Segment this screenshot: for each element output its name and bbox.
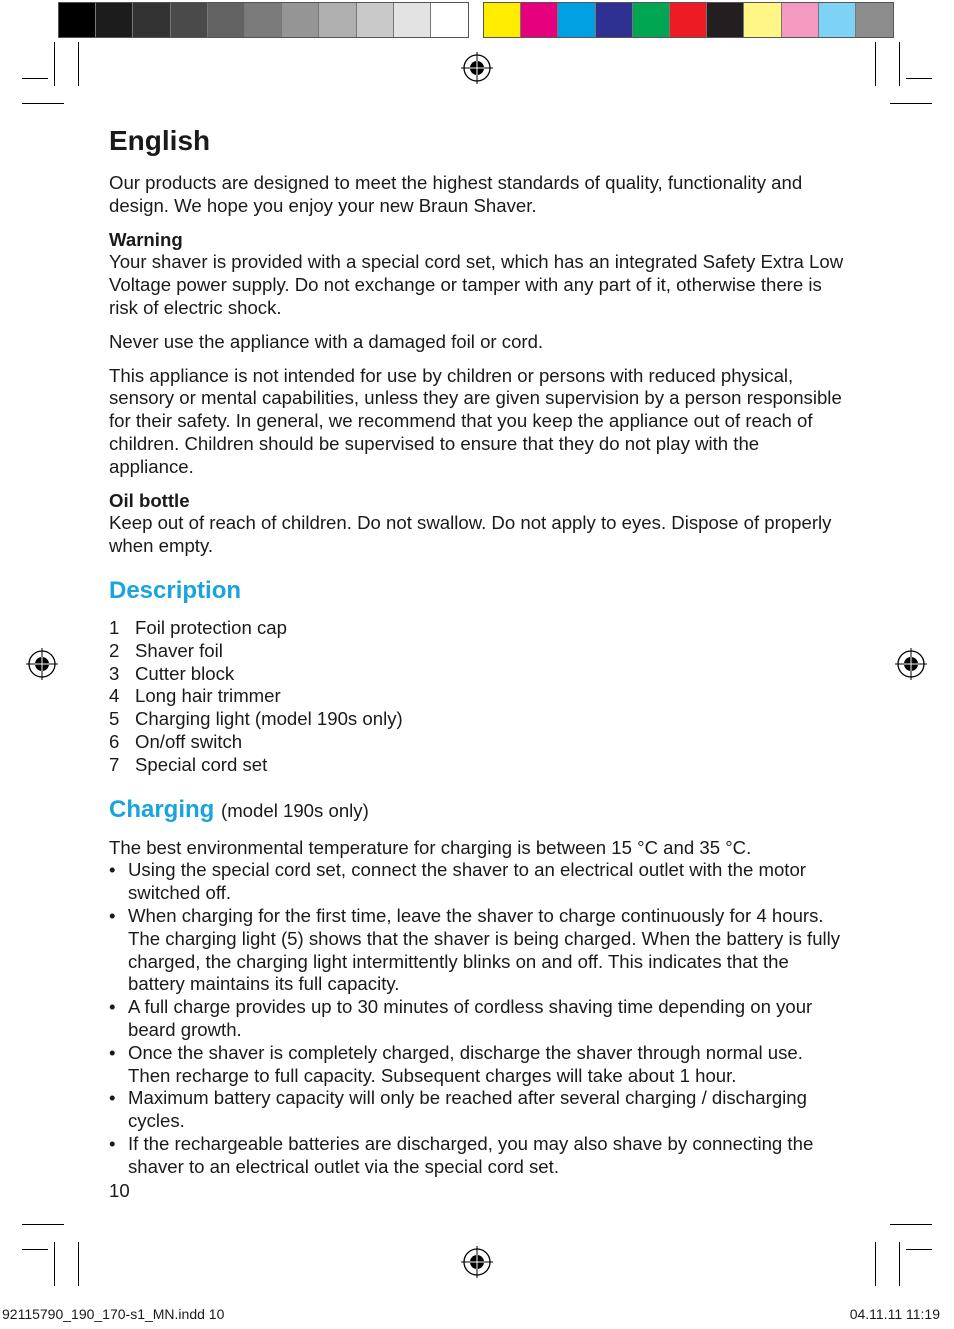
color-swatch [133, 3, 170, 37]
charging-heading [109, 795, 844, 826]
crop-mark [22, 1249, 48, 1250]
list-item [109, 731, 844, 754]
bullet-icon: • [109, 1041, 116, 1063]
list-item [109, 708, 844, 731]
list-item-label: On/off switch [135, 730, 243, 752]
color-swatch [521, 3, 558, 37]
children-paragraph: This appliance is not intended for use by children or persons with reduced physical, sensory or mental capabilities, unless they are given supervision by a person responsible for their safety. In general, we recommend that you keep the appliance out of reach of children. Children should be supervised to ensure that they do not play with the appliance. [109, 364, 842, 477]
list-item-number: 5 [109, 708, 120, 730]
charging-bullet-list [109, 859, 844, 1178]
bullet-icon: • [109, 904, 116, 926]
damaged-foil-paragraph: Never use the appliance with a damaged foil or cord. [109, 330, 544, 352]
list-item [109, 1133, 844, 1179]
bullet-icon: • [109, 859, 116, 881]
description-list [109, 617, 844, 777]
color-swatch [633, 3, 670, 37]
crop-mark [875, 1242, 876, 1286]
crop-mark [54, 42, 55, 86]
crop-mark [78, 42, 79, 86]
slug-filename: 92115790_190_170-s1_MN.indd 10 [2, 1306, 225, 1322]
color-swatch [431, 3, 468, 37]
list-item [109, 617, 844, 640]
list-item-label: Foil protection cap [135, 616, 287, 638]
color-swatch [819, 3, 856, 37]
list-item-label: Shaver foil [135, 639, 223, 661]
color-swatch [357, 3, 394, 37]
bullet-text: If the rechargeable batteries are discharged, you may also shave by connecting the shaver to an electrical outlet via the special cord set. [128, 1132, 814, 1177]
registration-mark-icon [461, 1246, 493, 1278]
list-item [109, 1087, 844, 1133]
list-item [109, 1042, 844, 1088]
crop-mark [22, 1224, 64, 1225]
warning-section [109, 229, 844, 320]
crop-mark [22, 78, 48, 79]
list-item-number: 3 [109, 662, 120, 684]
bullet-icon: • [109, 1087, 116, 1109]
color-swatch [596, 3, 633, 37]
bullet-text: When charging for the first time, leave the shaver to charge continuously for 4 hours. The charging light (5) shows that the shaver is being charged. When the battery is fully charged, the charging light intermittently blinks on and off. This indicates that the battery maintains its full capacity. [128, 904, 841, 995]
color-swatch [744, 3, 781, 37]
page-number: 10 [109, 1180, 130, 1201]
oil-bottle-heading: Oil bottle [109, 489, 190, 511]
color-swatch [670, 3, 707, 37]
color-swatch [282, 3, 319, 37]
color-swatch [856, 3, 893, 37]
grayscale-color-bar [58, 2, 469, 38]
color-swatch [394, 3, 431, 37]
crop-mark [875, 42, 876, 86]
crop-mark [899, 42, 900, 86]
list-item-number: 1 [109, 616, 120, 638]
crop-mark [54, 1242, 55, 1286]
crop-mark [906, 78, 932, 79]
charging-intro: The best environmental temperature for charging is between 15 °C and 35 °C. [109, 836, 752, 858]
crop-mark [78, 1242, 79, 1286]
list-item [109, 640, 844, 663]
color-swatch [558, 3, 595, 37]
process-color-bar [483, 2, 894, 38]
list-item-number: 4 [109, 685, 120, 707]
crop-mark [890, 1224, 932, 1225]
charging-model-note: (model 190s only) [221, 799, 369, 821]
bullet-text: A full charge provides up to 30 minutes of cordless shaving time depending on your beard growth. [128, 996, 813, 1040]
warning-text: Your shaver is provided with a special cord set, which has an integrated Safety Extra Low Voltage power supply. Do not exchange or tamper with any part of it, otherwise there is risk of electric shock. [109, 251, 844, 318]
slug-timestamp: 04.11.11 11:19 [849, 1306, 940, 1322]
list-item [109, 905, 844, 996]
bullet-icon: • [109, 996, 116, 1018]
color-swatch [171, 3, 208, 37]
warning-heading: Warning [109, 228, 183, 250]
list-item [109, 996, 844, 1042]
list-item-number: 7 [109, 753, 120, 775]
charging-title: Charging [109, 795, 215, 823]
list-item [109, 685, 844, 708]
list-item-number: 6 [109, 730, 120, 752]
list-item-number: 2 [109, 639, 120, 661]
bullet-text: Using the special cord set, connect the shaver to an electrical outlet with the motor switched off. [128, 859, 806, 904]
color-swatch [96, 3, 133, 37]
crop-mark [890, 103, 932, 104]
list-item [109, 754, 844, 777]
list-item-label: Charging light (model 190s only) [135, 708, 403, 730]
list-item-label: Special cord set [135, 753, 268, 775]
color-swatch [782, 3, 819, 37]
crop-mark [899, 1242, 900, 1286]
description-heading: Description [109, 576, 242, 604]
color-swatch [245, 3, 282, 37]
list-item-label: Cutter block [135, 662, 235, 684]
intro-paragraph: Our products are designed to meet the highest standards of quality, functionality and design. We hope you enjoy your new Braun Shaver. [109, 172, 803, 216]
crop-mark [906, 1249, 932, 1250]
color-swatch [208, 3, 245, 37]
registration-mark-icon [26, 648, 58, 680]
color-swatch [319, 3, 356, 37]
list-item-label: Long hair trimmer [135, 685, 281, 707]
oil-bottle-section [109, 490, 844, 558]
registration-mark-icon [895, 648, 927, 680]
registration-mark-icon [461, 52, 493, 84]
color-swatch [707, 3, 744, 37]
bullet-text: Once the shaver is completely charged, discharge the shaver through normal use. Then recharge to full capacity. Subsequent charges will take about 1 hour. [128, 1041, 803, 1086]
bullet-icon: • [109, 1132, 116, 1154]
oil-bottle-text: Keep out of reach of children. Do not swallow. Do not apply to eyes. Dispose of properly when empty. [109, 512, 832, 557]
list-item [109, 859, 844, 905]
page-title: English [109, 125, 211, 156]
color-swatch [484, 3, 521, 37]
crop-mark [22, 103, 64, 104]
page-content [109, 124, 844, 1178]
color-swatch [59, 3, 96, 37]
list-item [109, 663, 844, 686]
bullet-text: Maximum battery capacity will only be reached after several charging / discharging cycles. [128, 1087, 807, 1132]
